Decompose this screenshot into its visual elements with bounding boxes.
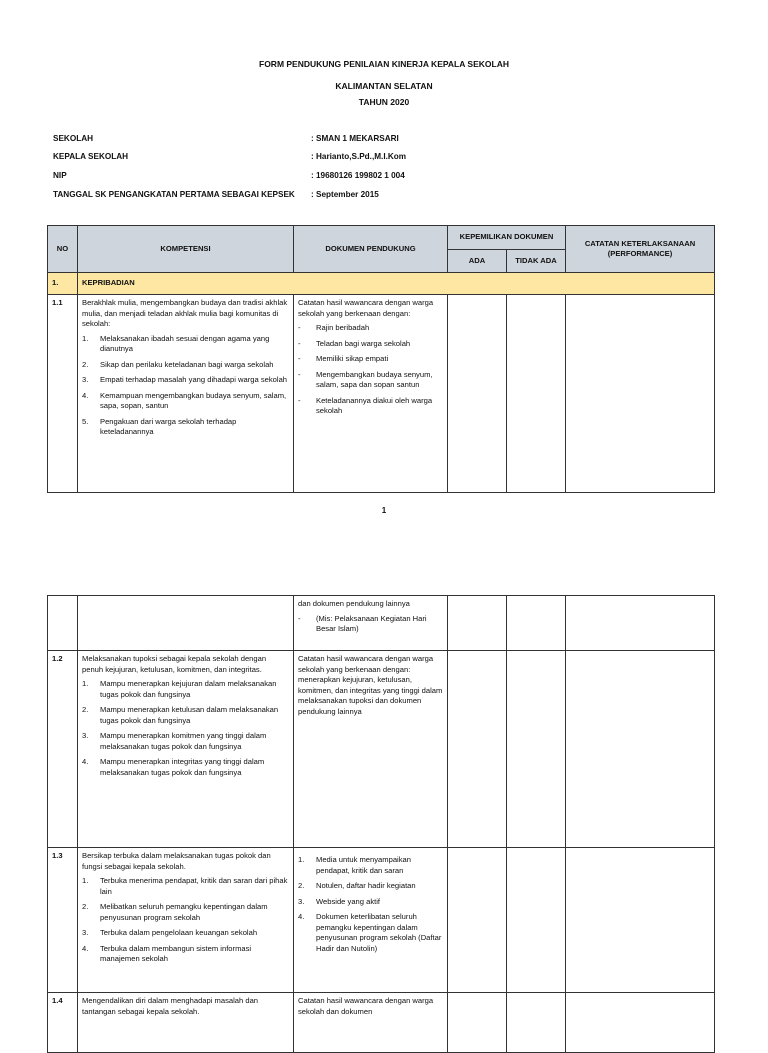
assessment-table-page2 [47,595,715,1053]
table-row: 1.3 Bersikap terbuka dalam melaksanakan tugas pokok dan fungsi sebagai kepala sekolah. 1. Terbuka menerima pendapat, kritik dan saran dari pihak lain 2. Melibatkan seluruh pemangku kepentingan dalam penyusunan program sekolah 3. Terbuka dalam pengelolaan keuangan sekolah 4. Terbuka dalam membangun sistem informasi manajemen sekolah 1. Media untuk menyampaikan pendapat, kritik dan saran 2. Notulen, daftar hadir kegiatan 3. Webside yang aktif 4. Dokumen keterlibatan seluruh pemangku kepentingan dalam penyusunan program sekolah (Daftar Hadir dan Nutolin) [48,848,715,993]
dokumen-cell: Catatan hasil wawancara dengan warga sekolah yang berkenaan dengan: menerapkan kejujuran, ketulusan, komitmen, dan integritas yang tinggi dalam melaksanakan tupoksi dan dokumen pendukung lainnya [294,651,448,848]
ada-cell[interactable] [448,651,507,848]
tidak-ada-cell[interactable] [507,596,566,651]
col-catatan: CATATAN KETERLAKSANAAN (PERFORMANCE) [566,226,715,273]
document-page-2 [0,560,768,1024]
form-title: FORM PENDUKUNG PENILAIAN KINERJA KEPALA SEKOLAH [259,59,509,69]
ada-cell[interactable] [448,993,507,1053]
section-row-kepribadian: 1. KEPRIBADIAN [48,273,715,295]
dokumen-cell: 1. Media untuk menyampaikan pendapat, kritik dan saran 2. Notulen, daftar hadir kegiatan 3. Webside yang aktif 4. Dokumen keterlibatan seluruh pemangku kepentingan dalam penyusunan program sekolah (Daftar Hadir dan Nutolin) [294,848,448,993]
table-row: 1.2 Melaksanakan tupoksi sebagai kepala sekolah dengan penuh kejujuran, ketulusan, komitmen, dan integritas. 1. Mampu menerapkan kejujuran dalam melaksanakan tugas pokok dan fungsinya 2. Mampu menerapkan ketulusan dalam melaksanakan tugas pokok dan fungsinya 3. Mampu menerapkan komitmen yang tinggi dalam melaksanakan tugas pokok dan fungsinya 4. Mampu menerapkan integritas yang tinggi dalam melaksanakan tugas pokok dan fungsinya Catatan hasil wawancara dengan warga sekolah yang berkenaan dengan: menerapkan kejujuran, ketulusan, komitmen, dan integritas yang tinggi dalam melaksanakan tupoksi dan dokumen pendukung lainnya [48,651,715,848]
table-row: 1.1 Berakhlak mulia, mengembangkan budaya dan tradisi akhlak mulia, dan menjadi teladan akhlak mulia bagi komunitas di sekolah: 1. Melaksanakan ibadah sesuai dengan agama yang dianutnya 2. Sikap dan perilaku keteladanan bagi warga sekolah 3. Empati terhadap masalah yang dihadapi warga sekolah 4. Kemampuan mengembangkan budaya senyum, salam, sapa, sopan, santun 5. Pengakuan dari warga sekolah terhadap keteladanannya Catatan hasil wawancara dengan warga sekolah yang berkenaan dengan: - Rajin beribadah - Teladan bagi warga sekolah - Memiliki sikap empati - Mengembangkan budaya senyum, salam, sapa dan sopan santun - Keteladanannya diakui oleh warga sekolah [48,295,715,493]
info-tanggal-sk: TANGGAL SK PENGANGKATAN PERTAMA SEBAGAI KEPSEK : September 2015 [53,190,379,199]
col-kompetensi: KOMPETENSI [78,226,294,273]
kompetensi-cell: Mengendalikan diri dalam menghadapi masalah dan tantangan sebagai kepala sekolah. [78,993,294,1053]
ada-cell[interactable] [448,295,507,493]
tidak-ada-cell[interactable] [507,993,566,1053]
table-row: 1.4 Mengendalikan diri dalam menghadapi masalah dan tantangan sebagai kepala sekolah. Catatan hasil wawancara dengan warga sekolah dan dokumen [48,993,715,1053]
catatan-cell[interactable] [566,596,715,651]
info-nip: NIP : 19680126 199802 1 004 [53,171,405,180]
col-tidak-ada: TIDAK ADA [507,250,566,273]
tidak-ada-cell[interactable] [507,651,566,848]
info-sekolah: SEKOLAH : SMAN 1 MEKARSARI [53,134,399,143]
col-kepemilikan: KEPEMILIKAN DOKUMEN [448,226,566,250]
catatan-cell[interactable] [566,848,715,993]
dokumen-cell: Catatan hasil wawancara dengan warga sekolah yang berkenaan dengan: - Rajin beribadah - Teladan bagi warga sekolah - Memiliki sikap empati - Mengembangkan budaya senyum, salam, sapa dan sopan santun - Keteladanannya diakui oleh warga sekolah [294,295,448,493]
catatan-cell[interactable] [566,651,715,848]
dokumen-cell: Catatan hasil wawancara dengan warga sekolah dan dokumen [294,993,448,1053]
info-kepala-sekolah: KEPALA SEKOLAH : Harianto,S.Pd.,M.I.Kom [53,152,407,161]
year-title: TAHUN 2020 [358,97,410,107]
page-number: 1 [381,506,387,515]
catatan-cell[interactable] [566,993,715,1053]
tidak-ada-cell[interactable] [507,295,566,493]
col-no: NO [48,226,78,273]
assessment-table-page1 [47,225,715,493]
tidak-ada-cell[interactable] [507,848,566,993]
table-row [48,596,715,651]
ada-cell[interactable] [448,848,507,993]
col-dokumen: DOKUMEN PENDUKUNG [294,226,448,273]
dokumen-cell: dan dokumen pendukung lainnya - (Mis: Pelaksanaan Kegiatan Hari Besar Islam) [294,596,448,651]
ada-cell[interactable] [448,596,507,651]
kompetensi-cell: Bersikap terbuka dalam melaksanakan tugas pokok dan fungsi sebagai kepala sekolah. 1. Terbuka menerima pendapat, kritik dan saran dari pihak lain 2. Melibatkan seluruh pemangku kepentingan dalam penyusunan program sekolah 3. Terbuka dalam pengelolaan keuangan sekolah 4. Terbuka dalam membangun sistem informasi manajemen sekolah [78,848,294,993]
catatan-cell[interactable] [566,295,715,493]
col-ada: ADA [448,250,507,273]
kompetensi-cell: Berakhlak mulia, mengembangkan budaya dan tradisi akhlak mulia, dan menjadi teladan akhlak mulia bagi komunitas di sekolah: 1. Melaksanakan ibadah sesuai dengan agama yang dianutnya 2. Sikap dan perilaku keteladanan bagi warga sekolah 3. Empati terhadap masalah yang dihadapi warga sekolah 4. Kemampuan mengembangkan budaya senyum, salam, sapa, sopan, santun 5. Pengakuan dari warga sekolah terhadap keteladanannya [78,295,294,493]
kompetensi-cell: Melaksanakan tupoksi sebagai kepala sekolah dengan penuh kejujuran, ketulusan, komitmen, dan integritas. 1. Mampu menerapkan kejujuran dalam melaksanakan tugas pokok dan fungsinya 2. Mampu menerapkan ketulusan dalam melaksanakan tugas pokok dan fungsinya 3. Mampu menerapkan komitmen yang tinggi dalam melaksanakan tugas pokok dan fungsinya 4. Mampu menerapkan integritas yang tinggi dalam melaksanakan tugas pokok dan fungsinya [78,651,294,848]
region-title: KALIMANTAN SELATAN [335,81,433,91]
